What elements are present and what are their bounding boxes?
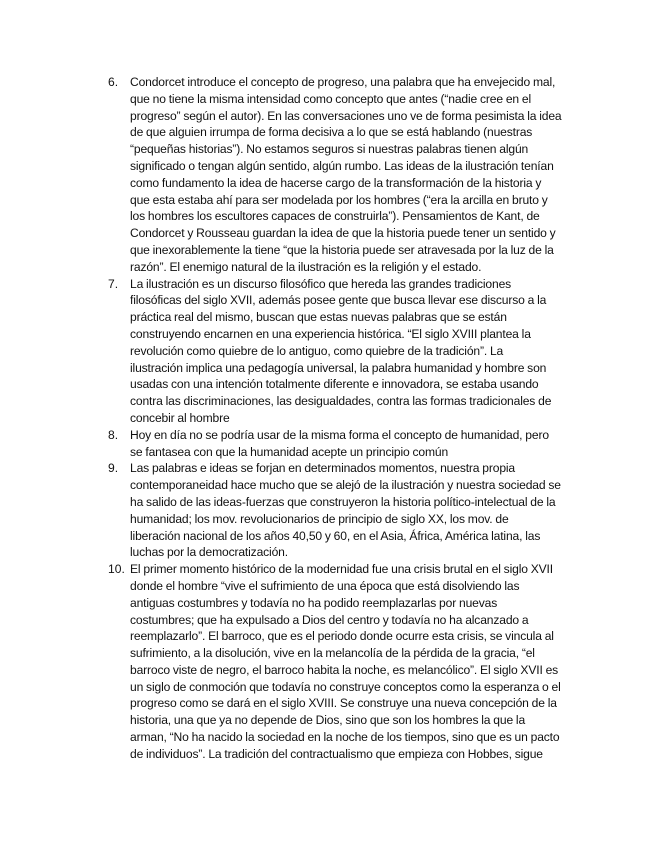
paragraph-line: reemplazarlo”. El barroco, que es el periodo donde ocurre esta crisis, se vincula al xyxy=(130,629,554,644)
paragraph-line: que esta estaba ahí para ser modelada por los hombres (“era la arcilla en bruto y xyxy=(130,192,548,207)
paragraph-line: revolución como quiebre de lo antiguo, como quiebre de la tradición”. La xyxy=(130,343,504,358)
list-item-number: 9. xyxy=(108,461,119,476)
paragraph-line: humanidad; los mov. revolucionarios de principio de siglo XX, los mov. de xyxy=(130,511,509,526)
paragraph-line: filosóficas del siglo XVII, además posee gente que busca llevar ese discurso a la xyxy=(130,293,547,308)
paragraph-line: luchas por la democratización. xyxy=(130,545,288,560)
paragraph-line: sufrimiento, a la disolución, vive en la melancolía de la pérdida de la gracia, “el xyxy=(130,646,535,661)
list-item xyxy=(108,276,568,427)
paragraph-line: de individuos”. La tradición del contractualismo que empieza con Hobbes, sigue xyxy=(130,746,543,761)
paragraph-line: Las palabras e ideas se forjan en determinados momentos, nuestra propia xyxy=(130,461,516,476)
paragraph-line: La ilustración es un discurso filosófico que hereda las grandes tradiciones xyxy=(130,276,512,291)
list-item-paragraph xyxy=(130,561,568,763)
paragraph-line: contemporaneidad hace mucho que se alejó de la ilustración y nuestra sociedad se xyxy=(130,478,561,493)
paragraph-line: progreso como se dará en el siglo XVIII. Se construye una nueva concepción de la xyxy=(130,696,557,711)
paragraph-line: ha salido de las ideas-fuerzas que construyeron la historia político-intelectual de la xyxy=(130,494,556,509)
paragraph-line: se fantasea con que la humanidad acepte un principio común xyxy=(130,444,449,459)
paragraph-line: construyendo encarnen en una experiencia histórica. “El siglo XVIII plantea la xyxy=(130,326,531,341)
paragraph-line: práctica real del mismo, buscan que estas nuevas palabras que se están xyxy=(130,310,507,325)
list-item-number: 8. xyxy=(108,427,119,442)
paragraph-line: que no tiene la misma intensidad como concepto que antes (“nadie cree en el xyxy=(130,91,531,106)
paragraph-line: progreso” según el autor). En las conversaciones uno ve de forma pesimista la idea xyxy=(130,108,562,123)
list-item-paragraph xyxy=(130,74,568,276)
paragraph-line: barroco viste de negro, el barroco habita la noche, es melancólico”. El siglo XVII es xyxy=(130,662,559,677)
list-item xyxy=(108,561,568,763)
paragraph-line: Condorcet y Rousseau guardan la idea de que la historia puede tener un sentido y xyxy=(130,226,556,241)
numbered-list xyxy=(108,74,568,763)
list-item-number: 7. xyxy=(108,276,119,291)
paragraph-line: historia, una que ya no depende de Dios, sino que son los hombres la que la xyxy=(130,713,526,728)
list-item xyxy=(108,74,568,276)
paragraph-line: Hoy en día no se podría usar de la misma forma el concepto de humanidad, pero xyxy=(130,427,549,442)
paragraph-line: liberación nacional de los años 40,50 y 60, en el Asia, África, América latina, las xyxy=(130,528,541,543)
paragraph-line: ilustración implica una pedagogía universal, la palabra humanidad y hombre son xyxy=(130,360,547,375)
list-item-paragraph xyxy=(130,276,568,427)
paragraph-line: razón”. El enemigo natural de la ilustración es la religión y el estado. xyxy=(130,259,482,274)
paragraph-line: El primer momento histórico de la modernidad fue una crisis brutal en el siglo XVII xyxy=(130,562,553,577)
paragraph-line: “pequeñas historias”). No estamos seguros si nuestras palabras tienen algún xyxy=(130,142,529,157)
list-item-number: 6. xyxy=(108,75,119,89)
paragraph-line: usadas con una intención totalmente diferente e innovadora, se estaba usando xyxy=(130,377,539,392)
paragraph-line: antiguas costumbres y todavía no ha podido reemplazarlas por nuevas xyxy=(130,595,498,610)
list-item-paragraph xyxy=(130,460,568,561)
paragraph-line: significado o tengan algún sentido, algún rumbo. Las ideas de la ilustración tenían xyxy=(130,158,554,173)
paragraph-line: arman, “No ha nacido la sociedad en la noche de los tiempos, sino que es un pacto xyxy=(130,730,560,745)
list-item-paragraph xyxy=(130,427,568,461)
paragraph-line: como fundamento la idea de hacerse cargo de la transformación de la historia y xyxy=(130,175,542,190)
paragraph-line: un siglo de conmoción que todavía no construye conceptos como la esperanza o el xyxy=(130,679,561,694)
paragraph-line: costumbres; que ha expulsado a Dios del centro y todavía no ha alcanzado a xyxy=(130,612,529,627)
list-item-number: 10. xyxy=(108,562,125,577)
paragraph-line: contra las discriminaciones, las desigualdades, contra las formas tradicionales de xyxy=(130,394,552,409)
paragraph-line: de que alguien irrumpa de forma decisiva a lo que se está hablando (nuestras xyxy=(130,125,533,140)
list-item xyxy=(108,427,568,461)
paragraph-line: donde el hombre “vive el sufrimiento de una época que está disolviendo las xyxy=(130,578,520,593)
paragraph-line: concebir al hombre xyxy=(130,410,230,425)
list-item xyxy=(108,460,568,561)
paragraph-line: Condorcet introduce el concepto de progreso, una palabra que ha envejecido mal, xyxy=(130,75,556,89)
paragraph-line: los hombres los escultores capaces de construirla”). Pensamientos de Kant, de xyxy=(130,209,540,224)
paragraph-line: que inexorablemente la tiene “que la historia puede ser atravesada por la luz de la xyxy=(130,242,554,257)
